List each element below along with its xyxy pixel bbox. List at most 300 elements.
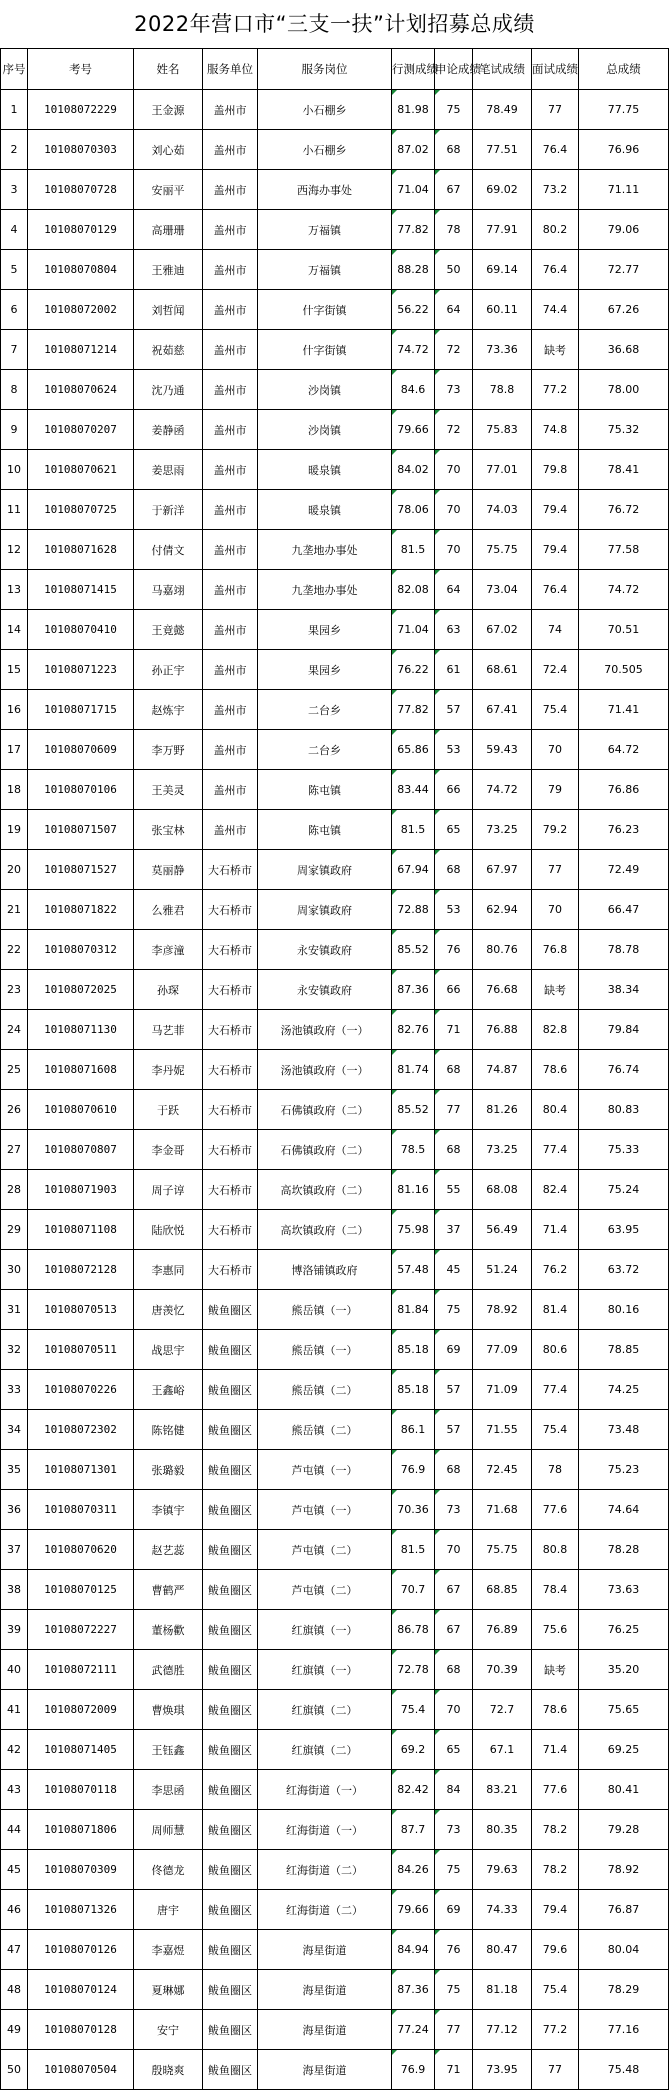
cell-index: 14 xyxy=(1,610,28,650)
cell-name: 付倩文 xyxy=(134,530,203,570)
cell-essay-score: 68 xyxy=(435,1130,473,1170)
cell-exam-number: 10108071405 xyxy=(28,1730,134,1770)
cell-interview-score: 78.6 xyxy=(532,1690,579,1730)
cell-service-post: 万福镇 xyxy=(258,210,392,250)
cell-name: 周子谆 xyxy=(134,1170,203,1210)
cell-aptitude-score: 84.94 xyxy=(392,1930,435,1970)
cell-service-post: 沙岗镇 xyxy=(258,370,392,410)
cell-index: 41 xyxy=(1,1690,28,1730)
cell-written-score: 62.94 xyxy=(473,890,532,930)
cell-total-score: 79.28 xyxy=(579,1810,669,1850)
cell-name: 赵炼宇 xyxy=(134,690,203,730)
cell-exam-number: 10108070728 xyxy=(28,170,134,210)
cell-interview-score: 78.2 xyxy=(532,1850,579,1890)
cell-aptitude-score: 76.22 xyxy=(392,650,435,690)
cell-written-score: 78.49 xyxy=(473,90,532,130)
cell-written-score: 73.25 xyxy=(473,1130,532,1170)
cell-service-unit: 鲅鱼圈区 xyxy=(203,1490,258,1530)
cell-interview-score: 74.4 xyxy=(532,290,579,330)
cell-essay-score: 72 xyxy=(435,410,473,450)
cell-name: 祝茹慈 xyxy=(134,330,203,370)
cell-service-post: 海星街道 xyxy=(258,2050,392,2090)
column-header-aptitude-score: 行测成绩 xyxy=(392,49,435,90)
cell-service-post: 熊岳镇（一） xyxy=(258,1290,392,1330)
cell-aptitude-score: 82.76 xyxy=(392,1010,435,1050)
cell-total-score: 76.96 xyxy=(579,130,669,170)
cell-essay-score: 67 xyxy=(435,1610,473,1650)
cell-interview-score: 79.4 xyxy=(532,530,579,570)
cell-aptitude-score: 81.5 xyxy=(392,1530,435,1570)
cell-index: 9 xyxy=(1,410,28,450)
cell-name: 唐宇 xyxy=(134,1890,203,1930)
cell-essay-score: 72 xyxy=(435,330,473,370)
cell-exam-number: 10108072229 xyxy=(28,90,134,130)
table-row xyxy=(1,890,669,930)
cell-interview-score: 79.4 xyxy=(532,1890,579,1930)
cell-total-score: 75.48 xyxy=(579,2050,669,2090)
cell-service-unit: 鲅鱼圈区 xyxy=(203,2010,258,2050)
cell-written-score: 74.33 xyxy=(473,1890,532,1930)
cell-exam-number: 10108070621 xyxy=(28,450,134,490)
cell-total-score: 76.23 xyxy=(579,810,669,850)
cell-written-score: 71.68 xyxy=(473,1490,532,1530)
cell-index: 18 xyxy=(1,770,28,810)
cell-index: 11 xyxy=(1,490,28,530)
cell-interview-score: 79.2 xyxy=(532,810,579,850)
cell-index: 6 xyxy=(1,290,28,330)
cell-exam-number: 10108071527 xyxy=(28,850,134,890)
cell-total-score: 78.29 xyxy=(579,1970,669,2010)
cell-exam-number: 10108070311 xyxy=(28,1490,134,1530)
cell-total-score: 63.95 xyxy=(579,1210,669,1250)
cell-name: 安丽平 xyxy=(134,170,203,210)
cell-interview-score: 80.4 xyxy=(532,1090,579,1130)
cell-aptitude-score: 82.08 xyxy=(392,570,435,610)
cell-service-post: 永安镇政府 xyxy=(258,930,392,970)
cell-written-score: 77.09 xyxy=(473,1330,532,1370)
cell-essay-score: 66 xyxy=(435,970,473,1010)
cell-service-post: 果园乡 xyxy=(258,650,392,690)
cell-service-unit: 盖州市 xyxy=(203,770,258,810)
cell-aptitude-score: 56.22 xyxy=(392,290,435,330)
cell-essay-score: 84 xyxy=(435,1770,473,1810)
cell-written-score: 73.95 xyxy=(473,2050,532,2090)
cell-name: 李丹妮 xyxy=(134,1050,203,1090)
cell-exam-number: 10108071223 xyxy=(28,650,134,690)
cell-interview-score: 82.8 xyxy=(532,1010,579,1050)
cell-index: 10 xyxy=(1,450,28,490)
cell-aptitude-score: 86.1 xyxy=(392,1410,435,1450)
cell-total-score: 80.16 xyxy=(579,1290,669,1330)
cell-total-score: 78.92 xyxy=(579,1850,669,1890)
cell-essay-score: 70 xyxy=(435,450,473,490)
cell-total-score: 75.24 xyxy=(579,1170,669,1210)
cell-index: 16 xyxy=(1,690,28,730)
cell-service-unit: 盖州市 xyxy=(203,490,258,530)
cell-essay-score: 64 xyxy=(435,290,473,330)
cell-aptitude-score: 81.5 xyxy=(392,810,435,850)
cell-aptitude-score: 87.36 xyxy=(392,1970,435,2010)
cell-name: 王鑫峪 xyxy=(134,1370,203,1410)
cell-exam-number: 10108070207 xyxy=(28,410,134,450)
cell-exam-number: 10108071806 xyxy=(28,1810,134,1850)
cell-service-unit: 鲅鱼圈区 xyxy=(203,1650,258,1690)
cell-service-post: 红旗镇（二） xyxy=(258,1730,392,1770)
cell-service-post: 芦屯镇（一） xyxy=(258,1490,392,1530)
cell-service-post: 二台乡 xyxy=(258,730,392,770)
cell-service-post: 暖泉镇 xyxy=(258,490,392,530)
cell-aptitude-score: 85.18 xyxy=(392,1370,435,1410)
column-header-exam-number: 考号 xyxy=(28,49,134,90)
cell-service-post: 汤池镇政府（一） xyxy=(258,1010,392,1050)
cell-total-score: 76.87 xyxy=(579,1890,669,1930)
table-row xyxy=(1,570,669,610)
cell-index: 32 xyxy=(1,1330,28,1370)
cell-aptitude-score: 76.9 xyxy=(392,2050,435,2090)
cell-index: 30 xyxy=(1,1250,28,1290)
cell-written-score: 71.55 xyxy=(473,1410,532,1450)
cell-aptitude-score: 78.06 xyxy=(392,490,435,530)
cell-name: 姜静函 xyxy=(134,410,203,450)
cell-service-unit: 大石桥市 xyxy=(203,850,258,890)
cell-service-post: 汤池镇政府（一） xyxy=(258,1050,392,1090)
table-row xyxy=(1,90,669,130)
cell-total-score: 35.20 xyxy=(579,1650,669,1690)
cell-total-score: 77.16 xyxy=(579,2010,669,2050)
cell-written-score: 80.47 xyxy=(473,1930,532,1970)
cell-aptitude-score: 75.4 xyxy=(392,1690,435,1730)
cell-written-score: 80.76 xyxy=(473,930,532,970)
cell-service-unit: 大石桥市 xyxy=(203,970,258,1010)
cell-index: 49 xyxy=(1,2010,28,2050)
cell-aptitude-score: 83.44 xyxy=(392,770,435,810)
cell-total-score: 78.41 xyxy=(579,450,669,490)
cell-exam-number: 10108070118 xyxy=(28,1770,134,1810)
cell-aptitude-score: 67.94 xyxy=(392,850,435,890)
cell-index: 15 xyxy=(1,650,28,690)
table-row xyxy=(1,1010,669,1050)
cell-exam-number: 10108070303 xyxy=(28,130,134,170)
cell-index: 22 xyxy=(1,930,28,970)
cell-written-score: 67.1 xyxy=(473,1730,532,1770)
cell-aptitude-score: 84.02 xyxy=(392,450,435,490)
cell-interview-score: 76.2 xyxy=(532,1250,579,1290)
cell-index: 1 xyxy=(1,90,28,130)
cell-index: 25 xyxy=(1,1050,28,1090)
cell-service-post: 小石棚乡 xyxy=(258,90,392,130)
cell-written-score: 73.36 xyxy=(473,330,532,370)
cell-written-score: 69.02 xyxy=(473,170,532,210)
cell-essay-score: 71 xyxy=(435,2050,473,2090)
cell-service-unit: 大石桥市 xyxy=(203,1130,258,1170)
cell-written-score: 77.12 xyxy=(473,2010,532,2050)
cell-interview-score: 78.6 xyxy=(532,1050,579,1090)
cell-index: 45 xyxy=(1,1850,28,1890)
cell-aptitude-score: 70.7 xyxy=(392,1570,435,1610)
cell-service-post: 小石棚乡 xyxy=(258,130,392,170)
cell-essay-score: 50 xyxy=(435,250,473,290)
cell-service-post: 芦屯镇（二） xyxy=(258,1530,392,1570)
cell-essay-score: 71 xyxy=(435,1010,473,1050)
column-header-written-score: 笔试成绩 xyxy=(473,49,532,90)
cell-aptitude-score: 69.2 xyxy=(392,1730,435,1770)
cell-service-post: 什字街镇 xyxy=(258,330,392,370)
cell-interview-score: 70 xyxy=(532,730,579,770)
cell-service-unit: 鲅鱼圈区 xyxy=(203,1290,258,1330)
cell-index: 33 xyxy=(1,1370,28,1410)
cell-aptitude-score: 85.18 xyxy=(392,1330,435,1370)
cell-written-score: 80.35 xyxy=(473,1810,532,1850)
column-header-name: 姓名 xyxy=(134,49,203,90)
cell-total-score: 80.41 xyxy=(579,1770,669,1810)
page-title: 2022年营口市“三支一扶”计划招募总成绩 xyxy=(134,12,535,36)
column-header-essay-score: 申论成绩 xyxy=(435,49,473,90)
cell-name: 马艺菲 xyxy=(134,1010,203,1050)
cell-exam-number: 10108071903 xyxy=(28,1170,134,1210)
cell-essay-score: 69 xyxy=(435,1890,473,1930)
cell-name: 沈乃通 xyxy=(134,370,203,410)
cell-service-unit: 盖州市 xyxy=(203,90,258,130)
cell-essay-score: 73 xyxy=(435,370,473,410)
cell-total-score: 76.86 xyxy=(579,770,669,810)
cell-essay-score: 70 xyxy=(435,530,473,570)
cell-service-post: 高坎镇政府（二） xyxy=(258,1170,392,1210)
cell-index: 39 xyxy=(1,1610,28,1650)
cell-exam-number: 10108070513 xyxy=(28,1290,134,1330)
cell-exam-number: 10108070124 xyxy=(28,1970,134,2010)
cell-written-score: 68.61 xyxy=(473,650,532,690)
cell-index: 27 xyxy=(1,1130,28,1170)
cell-exam-number: 10108070129 xyxy=(28,210,134,250)
cell-essay-score: 66 xyxy=(435,770,473,810)
cell-essay-score: 73 xyxy=(435,1810,473,1850)
cell-index: 40 xyxy=(1,1650,28,1690)
cell-written-score: 81.18 xyxy=(473,1970,532,2010)
cell-written-score: 73.04 xyxy=(473,570,532,610)
cell-written-score: 78.92 xyxy=(473,1290,532,1330)
cell-name: 李惠同 xyxy=(134,1250,203,1290)
cell-aptitude-score: 76.9 xyxy=(392,1450,435,1490)
cell-name: 于新洋 xyxy=(134,490,203,530)
cell-index: 4 xyxy=(1,210,28,250)
cell-exam-number: 10108071628 xyxy=(28,530,134,570)
cell-name: 刘心茹 xyxy=(134,130,203,170)
cell-aptitude-score: 87.36 xyxy=(392,970,435,1010)
cell-aptitude-score: 78.5 xyxy=(392,1130,435,1170)
cell-exam-number: 10108071608 xyxy=(28,1050,134,1090)
cell-service-post: 九垄地办事处 xyxy=(258,530,392,570)
cell-index: 12 xyxy=(1,530,28,570)
cell-interview-score: 77 xyxy=(532,90,579,130)
cell-total-score: 80.83 xyxy=(579,1090,669,1130)
cell-essay-score: 78 xyxy=(435,210,473,250)
cell-total-score: 80.04 xyxy=(579,1930,669,1970)
cell-total-score: 74.72 xyxy=(579,570,669,610)
cell-essay-score: 70 xyxy=(435,490,473,530)
cell-service-unit: 盖州市 xyxy=(203,290,258,330)
cell-index: 28 xyxy=(1,1170,28,1210)
cell-essay-score: 63 xyxy=(435,610,473,650)
cell-index: 46 xyxy=(1,1890,28,1930)
cell-interview-score: 70 xyxy=(532,890,579,930)
cell-written-score: 75.75 xyxy=(473,530,532,570)
cell-written-score: 74.87 xyxy=(473,1050,532,1090)
cell-name: 殷晓爽 xyxy=(134,2050,203,2090)
cell-aptitude-score: 79.66 xyxy=(392,1890,435,1930)
cell-written-score: 75.83 xyxy=(473,410,532,450)
cell-essay-score: 67 xyxy=(435,170,473,210)
cell-aptitude-score: 88.28 xyxy=(392,250,435,290)
cell-total-score: 71.41 xyxy=(579,690,669,730)
cell-aptitude-score: 71.04 xyxy=(392,170,435,210)
cell-interview-score: 77.6 xyxy=(532,1490,579,1530)
cell-written-score: 72.7 xyxy=(473,1690,532,1730)
cell-written-score: 59.43 xyxy=(473,730,532,770)
cell-written-score: 69.14 xyxy=(473,250,532,290)
cell-service-post: 海星街道 xyxy=(258,2010,392,2050)
cell-index: 38 xyxy=(1,1570,28,1610)
cell-total-score: 73.48 xyxy=(579,1410,669,1450)
table-row xyxy=(1,970,669,1010)
cell-index: 17 xyxy=(1,730,28,770)
cell-essay-score: 65 xyxy=(435,810,473,850)
cell-total-score: 70.51 xyxy=(579,610,669,650)
cell-name: 陆欣悦 xyxy=(134,1210,203,1250)
cell-interview-score: 77 xyxy=(532,850,579,890)
cell-interview-score: 77.4 xyxy=(532,1130,579,1170)
table-row xyxy=(1,610,669,650)
cell-exam-number: 10108072227 xyxy=(28,1610,134,1650)
cell-service-post: 博洛铺镇政府 xyxy=(258,1250,392,1290)
cell-interview-score: 82.4 xyxy=(532,1170,579,1210)
cell-interview-score: 74.8 xyxy=(532,410,579,450)
cell-essay-score: 68 xyxy=(435,1650,473,1690)
cell-exam-number: 10108072128 xyxy=(28,1250,134,1290)
cell-total-score: 76.25 xyxy=(579,1610,669,1650)
cell-service-unit: 盖州市 xyxy=(203,730,258,770)
cell-name: 于跃 xyxy=(134,1090,203,1130)
table-row xyxy=(1,1410,669,1450)
cell-exam-number: 10108071301 xyxy=(28,1450,134,1490)
cell-exam-number: 10108072302 xyxy=(28,1410,134,1450)
cell-index: 35 xyxy=(1,1450,28,1490)
cell-total-score: 73.63 xyxy=(579,1570,669,1610)
cell-written-score: 67.97 xyxy=(473,850,532,890)
table-row xyxy=(1,210,669,250)
table-body xyxy=(1,90,669,2090)
cell-index: 47 xyxy=(1,1930,28,1970)
cell-name: 李金哥 xyxy=(134,1130,203,1170)
cell-exam-number: 10108070807 xyxy=(28,1130,134,1170)
cell-total-score: 78.28 xyxy=(579,1530,669,1570)
cell-exam-number: 10108070609 xyxy=(28,730,134,770)
cell-service-unit: 鲅鱼圈区 xyxy=(203,1450,258,1490)
cell-essay-score: 61 xyxy=(435,650,473,690)
cell-aptitude-score: 71.04 xyxy=(392,610,435,650)
cell-index: 44 xyxy=(1,1810,28,1850)
table-row xyxy=(1,330,669,370)
cell-essay-score: 69 xyxy=(435,1330,473,1370)
cell-interview-score: 77.4 xyxy=(532,1370,579,1410)
cell-essay-score: 75 xyxy=(435,1290,473,1330)
cell-essay-score: 77 xyxy=(435,1090,473,1130)
cell-aptitude-score: 72.78 xyxy=(392,1650,435,1690)
cell-service-unit: 大石桥市 xyxy=(203,1250,258,1290)
cell-written-score: 70.39 xyxy=(473,1650,532,1690)
cell-written-score: 68.08 xyxy=(473,1170,532,1210)
cell-aptitude-score: 87.02 xyxy=(392,130,435,170)
cell-name: 莫丽静 xyxy=(134,850,203,890)
cell-service-post: 红海街道（二） xyxy=(258,1850,392,1890)
cell-service-unit: 大石桥市 xyxy=(203,1170,258,1210)
cell-total-score: 78.85 xyxy=(579,1330,669,1370)
cell-index: 48 xyxy=(1,1970,28,2010)
cell-essay-score: 37 xyxy=(435,1210,473,1250)
cell-aptitude-score: 74.72 xyxy=(392,330,435,370)
cell-exam-number: 10108070125 xyxy=(28,1570,134,1610)
cell-written-score: 76.88 xyxy=(473,1010,532,1050)
cell-essay-score: 77 xyxy=(435,2010,473,2050)
cell-essay-score: 76 xyxy=(435,1930,473,1970)
cell-index: 50 xyxy=(1,2050,28,2090)
cell-service-post: 红旗镇（一） xyxy=(258,1650,392,1690)
cell-service-unit: 盖州市 xyxy=(203,130,258,170)
cell-total-score: 66.47 xyxy=(579,890,669,930)
cell-name: 王金源 xyxy=(134,90,203,130)
cell-name: 姜思雨 xyxy=(134,450,203,490)
cell-service-unit: 大石桥市 xyxy=(203,930,258,970)
cell-total-score: 76.72 xyxy=(579,490,669,530)
cell-written-score: 79.63 xyxy=(473,1850,532,1890)
cell-service-post: 芦屯镇（二） xyxy=(258,1570,392,1610)
cell-service-unit: 盖州市 xyxy=(203,170,258,210)
cell-exam-number: 10108072009 xyxy=(28,1690,134,1730)
table-row xyxy=(1,1450,669,1490)
cell-index: 42 xyxy=(1,1730,28,1770)
cell-written-score: 60.11 xyxy=(473,290,532,330)
cell-index: 8 xyxy=(1,370,28,410)
cell-aptitude-score: 72.88 xyxy=(392,890,435,930)
cell-written-score: 76.89 xyxy=(473,1610,532,1650)
cell-name: 李彦潼 xyxy=(134,930,203,970)
cell-service-post: 红旗镇（一） xyxy=(258,1610,392,1650)
cell-exam-number: 10108071326 xyxy=(28,1890,134,1930)
cell-interview-score: 76.4 xyxy=(532,130,579,170)
cell-exam-number: 10108070309 xyxy=(28,1850,134,1890)
cell-name: 武德胜 xyxy=(134,1650,203,1690)
cell-exam-number: 10108071130 xyxy=(28,1010,134,1050)
cell-total-score: 70.505 xyxy=(579,650,669,690)
table-row xyxy=(1,1370,669,1410)
cell-service-post: 红海街道（一） xyxy=(258,1810,392,1850)
cell-exam-number: 10108072002 xyxy=(28,290,134,330)
cell-essay-score: 57 xyxy=(435,1410,473,1450)
table-row xyxy=(1,1850,669,1890)
cell-service-unit: 大石桥市 xyxy=(203,1090,258,1130)
cell-essay-score: 53 xyxy=(435,890,473,930)
cell-index: 20 xyxy=(1,850,28,890)
cell-exam-number: 10108070511 xyxy=(28,1330,134,1370)
table-row xyxy=(1,1170,669,1210)
cell-service-unit: 盖州市 xyxy=(203,450,258,490)
cell-interview-score: 80.8 xyxy=(532,1530,579,1570)
cell-name: 陈铭健 xyxy=(134,1410,203,1450)
cell-interview-score: 77 xyxy=(532,2050,579,2090)
cell-total-score: 78.00 xyxy=(579,370,669,410)
cell-service-post: 红海街道（二） xyxy=(258,1890,392,1930)
cell-exam-number: 10108070312 xyxy=(28,930,134,970)
cell-service-post: 沙岗镇 xyxy=(258,410,392,450)
